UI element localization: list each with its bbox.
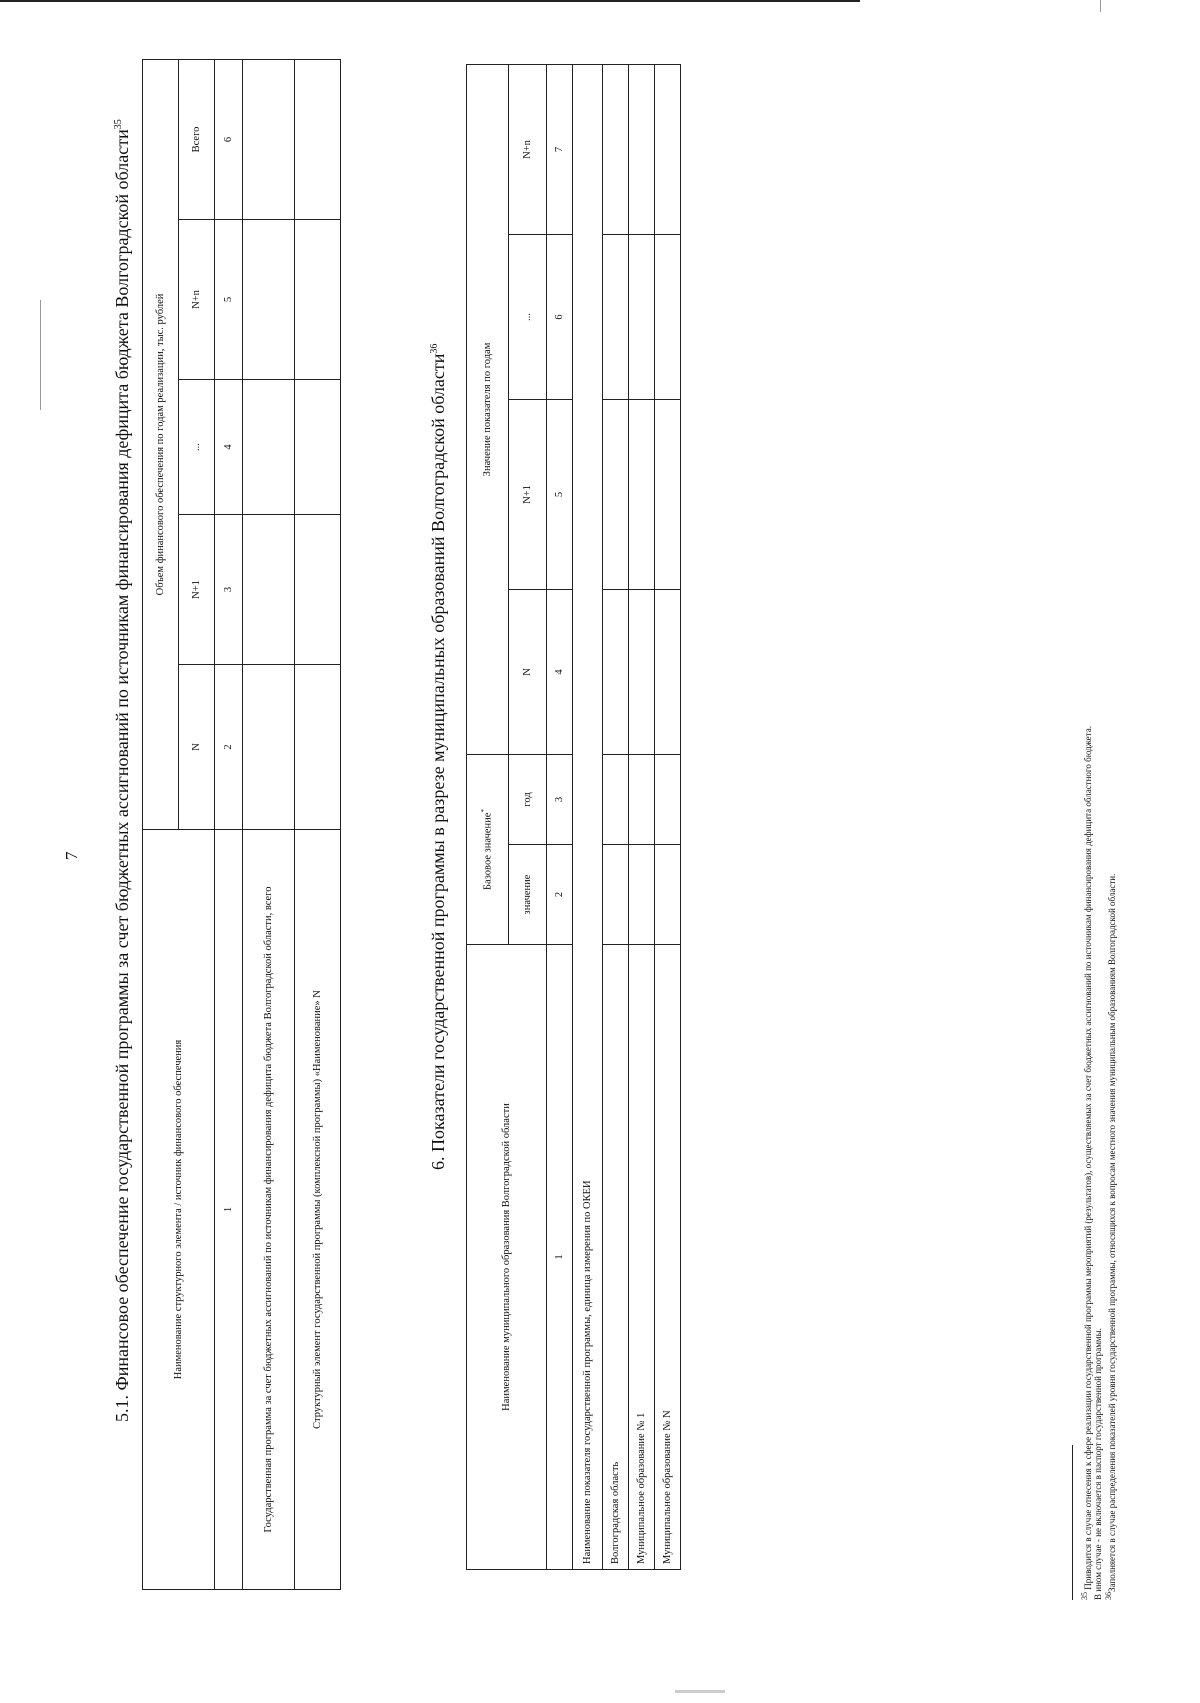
table-cell — [243, 515, 295, 665]
table-row — [295, 59, 341, 1589]
table-row — [655, 64, 681, 1569]
footnote-ref-36: 36 — [429, 343, 440, 354]
table-cell — [603, 64, 629, 234]
table-cell — [655, 400, 681, 590]
table-cell — [603, 400, 629, 590]
indicator-name: Наименование показателя государственной программы, единица измерения по ОКЕИ — [573, 64, 603, 1569]
section-6-title-text: 6. Показатели государственной программы в разрезе муниципальных образований Волгоградской области — [428, 353, 448, 1170]
indicator-row — [573, 64, 603, 1569]
table-header-row — [143, 59, 179, 1589]
column-number: 6 — [547, 235, 573, 400]
table-cell — [243, 59, 295, 219]
table-cell — [629, 845, 655, 945]
header-year: ... — [509, 235, 547, 400]
footnote-35 — [1080, 726, 1093, 1600]
column-number: 6 — [215, 59, 243, 219]
column-number: 1 — [215, 830, 243, 1590]
table-cell — [629, 64, 655, 234]
table-cell — [655, 590, 681, 755]
table-cell — [629, 755, 655, 845]
header-year: N+1 — [509, 400, 547, 590]
table-row — [629, 64, 655, 1569]
table-cell — [655, 755, 681, 845]
column-number: 2 — [547, 845, 573, 945]
table-cell — [603, 845, 629, 945]
table-cell — [655, 845, 681, 945]
table-cell — [295, 59, 341, 219]
table-cell — [629, 235, 655, 400]
header-base-year-subcolumn: год — [509, 755, 547, 845]
table-cell — [295, 380, 341, 515]
header-year: N+n — [509, 64, 547, 234]
section-6-title — [428, 344, 449, 1170]
column-number: 4 — [547, 590, 573, 755]
column-number: 3 — [547, 755, 573, 845]
table-cell — [243, 380, 295, 515]
page-number: 7 — [62, 851, 81, 860]
header-year: ... — [179, 380, 215, 515]
column-number: 5 — [215, 220, 243, 380]
footnote-separator — [1072, 1445, 1073, 1600]
table-cell — [629, 590, 655, 755]
row-municipality-1: Муниципальное образование № 1 — [629, 945, 655, 1570]
scan-mark — [675, 1690, 725, 1693]
header-base-value — [467, 755, 509, 945]
row-region: Волгоградская область — [603, 945, 629, 1570]
column-number: 1 — [547, 945, 573, 1570]
table-cell — [603, 235, 629, 400]
table-cell — [629, 400, 655, 590]
column-number: 4 — [215, 380, 243, 515]
base-value-ref: * — [480, 809, 489, 813]
row-municipality-n: Муниципальное образование № N — [655, 945, 681, 1570]
header-volume: Объем финансового обеспечения по годам реализации, тыс. рублей — [143, 59, 179, 829]
footnote-36 — [1104, 874, 1117, 1600]
footnote-36-text: Заполняется в случае распределения показателей уровня государственной программы, относящихся к вопросам местного значения муниципальным образованиям Волгоградской области. — [1107, 873, 1117, 1592]
section-5-1-title — [112, 119, 133, 1422]
top-scan-line — [0, 0, 860, 2]
header-year: N+n — [179, 220, 215, 380]
header-year: N — [179, 665, 215, 830]
table-row — [603, 64, 629, 1569]
table-cell — [295, 665, 341, 830]
section-5-1-title-text: 5.1. Финансовое обеспечение государственной программы за счет бюджетных ассигнований по источникам финансирования дефицита бюджета Волгоградской области — [112, 129, 132, 1422]
header-base-value-text: Базовое значение — [482, 812, 494, 890]
municipal-indicators-table — [466, 64, 681, 1570]
header-total: Всего — [179, 59, 215, 219]
table-cell — [243, 220, 295, 380]
table-cell — [295, 515, 341, 665]
table-cell — [295, 220, 341, 380]
column-number: 3 — [215, 515, 243, 665]
footnote-35-text: Приводится в случае отнесения к сфере реализации государственной программы мероприятий (результатов), осуществляемых за счет бюджетных ассигнований по источникам финансирования дефицита областного бюджета. — [1083, 726, 1093, 1590]
header-municipality-name: Наименование муниципального образования Волгоградской области — [467, 945, 547, 1570]
column-number: 7 — [547, 64, 573, 234]
table-cell — [603, 755, 629, 845]
table-row — [243, 59, 295, 1589]
table-cell — [655, 235, 681, 400]
row-program-total: Государственная программа за счет бюджетных ассигнований по источникам финансирования дефицита бюджета Волгоградской области, всего — [243, 830, 295, 1590]
column-number: 2 — [215, 665, 243, 830]
numbering-row — [547, 64, 573, 1569]
financing-table — [142, 59, 341, 1590]
footnote-35-continuation: В ином случае - не включается в паспорт государственной программы. — [1093, 1328, 1103, 1600]
rotated-page — [0, 50, 1117, 1650]
header-year: N — [509, 590, 547, 755]
footnote-35-ref: 35 — [1080, 1592, 1089, 1600]
table-cell — [655, 64, 681, 234]
footnote-ref-35: 35 — [113, 119, 124, 130]
footnote-36-ref: 36 — [1104, 1592, 1113, 1600]
header-base-value-subcolumn: значение — [509, 845, 547, 945]
table-header-row — [467, 64, 509, 1569]
header-name: Наименование структурного элемента / источник финансового обеспечения — [143, 830, 215, 1590]
column-number: 5 — [547, 400, 573, 590]
scan-mark — [1100, 0, 1101, 12]
table-cell — [243, 665, 295, 830]
header-indicator-values: Значение показателя по годам — [467, 64, 509, 754]
header-year: N+1 — [179, 515, 215, 665]
row-structural-element: Структурный элемент государственной программы (комплексной программы) «Наименование» N — [295, 830, 341, 1590]
numbering-row — [215, 59, 243, 1589]
table-cell — [603, 590, 629, 755]
